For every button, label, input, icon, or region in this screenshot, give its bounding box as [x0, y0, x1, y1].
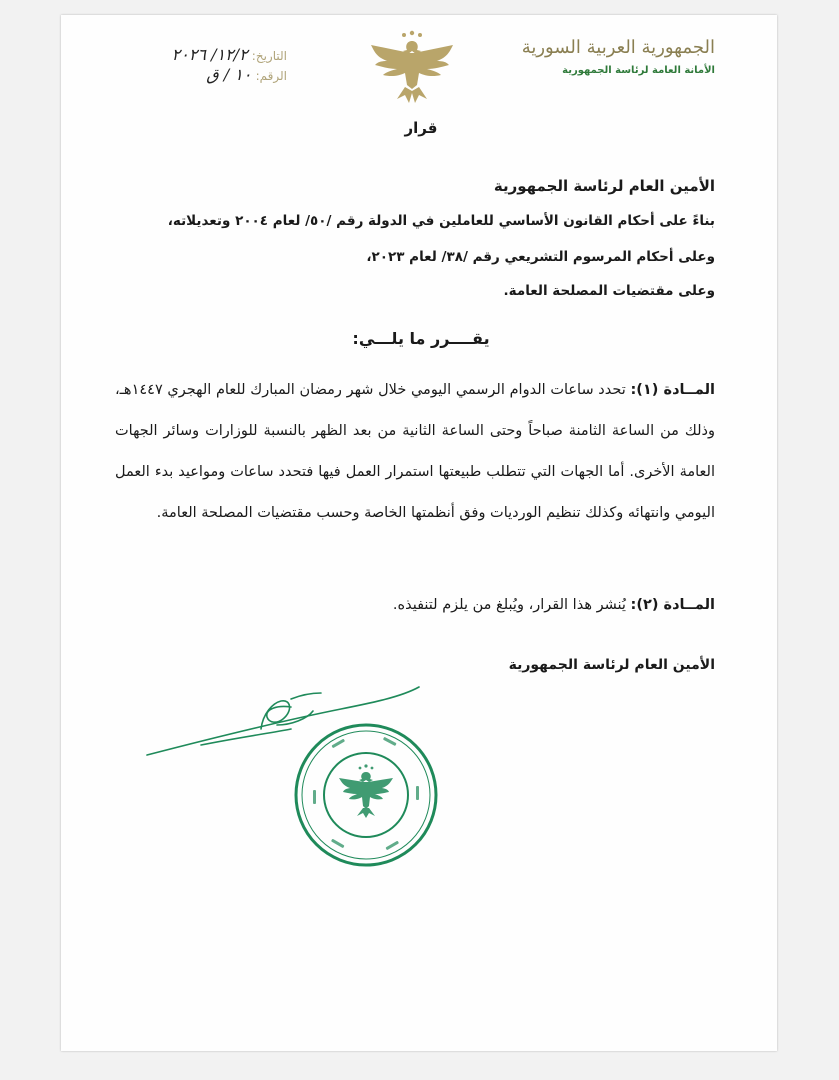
republic-name: الجمهورية العربية السورية: [521, 37, 715, 58]
decides-heading: يقــــرر ما يلـــي:: [352, 329, 490, 348]
signer-title: الأمين العام لرئاسة الجمهورية: [508, 657, 715, 673]
preamble-line: وعلى مقتضيات المصلحة العامة.: [503, 283, 715, 299]
article-2-text: يُنشر هذا القرار، ويُبلغ من يلزم لتنفيذه.: [392, 597, 631, 613]
eagle-emblem-icon: [367, 27, 457, 109]
document-page: [61, 15, 777, 1051]
number-row: [97, 65, 287, 84]
number-label: الرقم:: [255, 69, 287, 83]
date-label: التاريخ:: [251, 49, 287, 63]
document-title: قرار: [404, 119, 438, 137]
official-seal-icon: [291, 720, 441, 870]
article-2-label: المــادة (٢):: [630, 597, 715, 613]
number-value: ١٠ / ق: [206, 65, 252, 84]
date-row: [97, 45, 287, 64]
issuer-heading: الأمين العام لرئاسة الجمهورية: [493, 177, 715, 195]
preamble-line: وعلى أحكام المرسوم التشريعي رقم /٣٨/ لعام ٢٠٢٣،: [366, 249, 715, 265]
article-1: [115, 370, 715, 534]
secretariat-name: الأمانة العامة لرئاسة الجمهورية: [562, 65, 715, 76]
article-2: [115, 585, 715, 626]
date-value: ١٢/٢/ ٢٠٢٦: [171, 45, 248, 64]
preamble-line: بناءً على أحكام القانون الأساسي للعاملين في الدولة رقم /٥٠/ لعام ٢٠٠٤ وتعديلاته،: [167, 213, 715, 229]
article-1-text: تحدد ساعات الدوام الرسمي اليومي خلال شهر رمضان المبارك للعام الهجري ١٤٤٧هـ، وذلك من الساعة الثامنة صباحاً وحتى الساعة الثانية من بعد الظهر بالنسبة للوزارات وسائر الجهات العامة الأخرى. أما الجهات التي تتطلب طبيعتها استمرار العمل فيها فتحدد ساعات ومواعيد بدء العمل اليومي وانتهائه وكذلك تنظيم الورديات وفق أنظمتها الخاصة وحسب مقتضيات المصلحة العامة.: [115, 382, 715, 521]
article-1-label: المــادة (١):: [630, 382, 715, 398]
